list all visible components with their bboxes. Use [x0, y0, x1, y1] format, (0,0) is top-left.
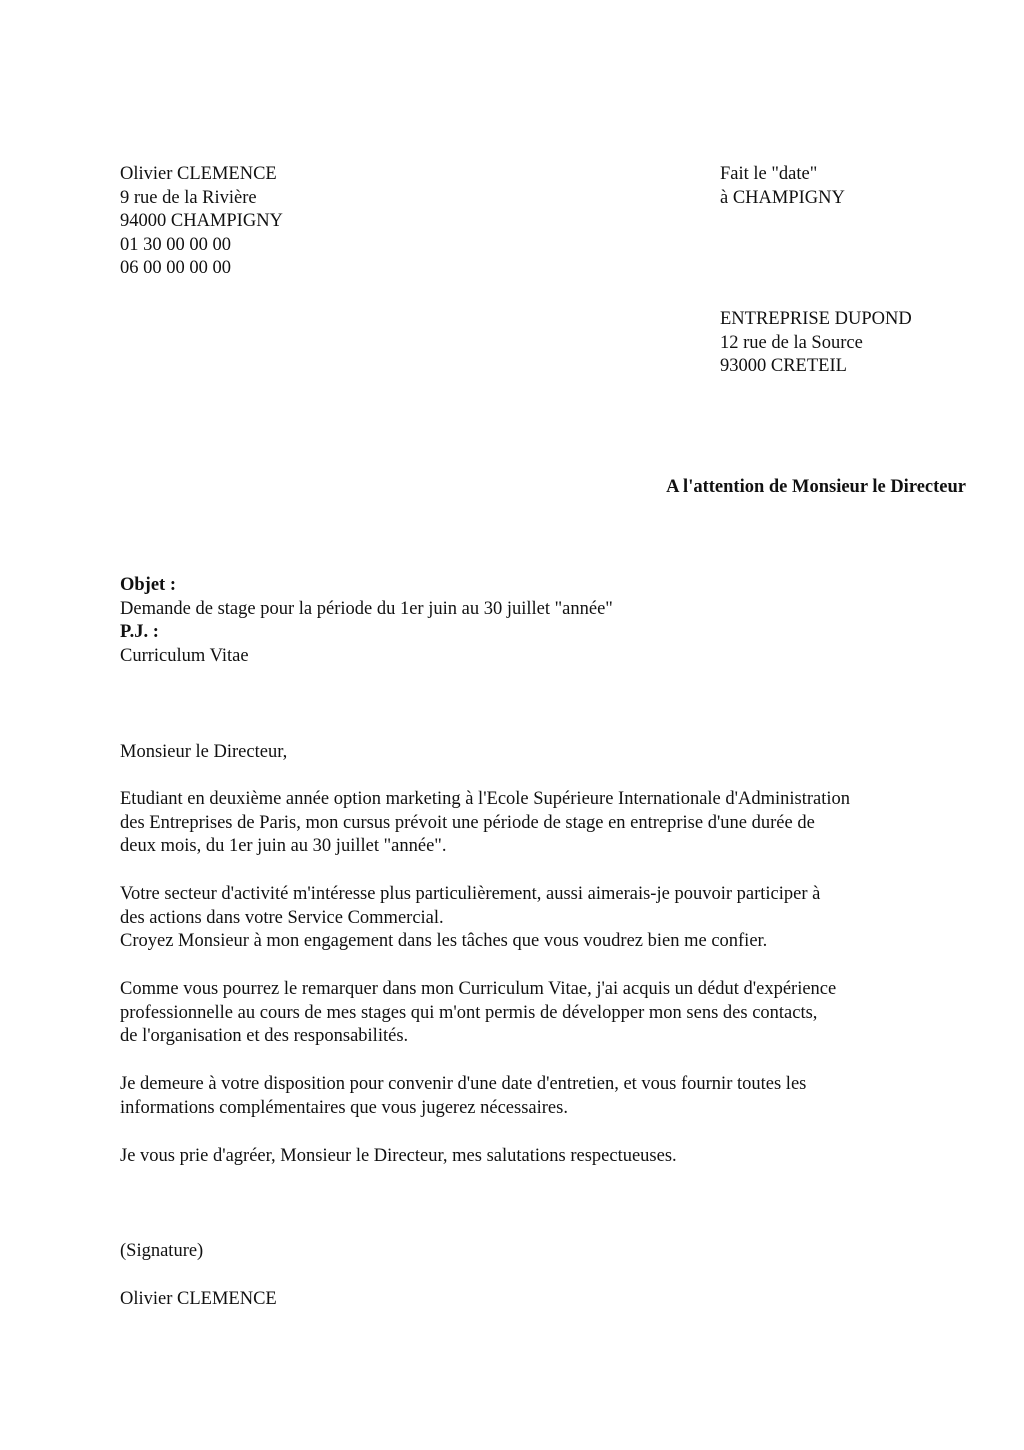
body-paragraph	[120, 788, 850, 859]
paragraph-line: de l'organisation et des responsabilités.	[120, 1026, 409, 1046]
subject-block	[120, 574, 613, 668]
sender-street: 9 rue de la Rivière	[120, 187, 257, 208]
recipient-street: 12 rue de la Source	[720, 332, 863, 353]
recipient-city: 93000 CRETEIL	[720, 356, 847, 376]
sender-mobile: 06 00 00 00 00	[120, 258, 231, 278]
date-line: Fait le "date"	[720, 164, 818, 184]
signature-name: Olivier CLEMENCE	[120, 1289, 277, 1309]
pj-label: P.J. :	[120, 622, 159, 642]
body-paragraph	[120, 883, 820, 954]
paragraph-line: Comme vous pourrez le remarquer dans mon Curriculum Vitae, j'ai acquis un dédut d'expérience	[120, 979, 837, 999]
paragraph-line: Je demeure à votre disposition pour convenir d'une date d'entretien, et vous fournir toutes les	[120, 1074, 807, 1094]
objet-text: Demande de stage pour la période du 1er juin au 30 juillet "année"	[120, 598, 613, 619]
paragraph-line: Votre secteur d'activité m'intéresse plus particulièrement, aussi aimerais-je pouvoir participer à	[120, 884, 821, 904]
recipient-name: ENTREPRISE DUPOND	[720, 309, 912, 329]
sender-city: 94000 CHAMPIGNY	[120, 211, 283, 231]
salutation: Monsieur le Directeur,	[120, 742, 288, 762]
paragraph-line: deux mois, du 1er juin au 30 juillet "année".	[120, 836, 447, 856]
place-date	[720, 163, 845, 210]
paragraph-line: des Entreprises de Paris, mon cursus prévoit une période de stage en entreprise d'une durée de	[120, 812, 815, 833]
paragraph-line: Je vous prie d'agréer, Monsieur le Directeur, mes salutations respectueuses.	[120, 1146, 677, 1166]
pj-text: Curriculum Vitae	[120, 645, 249, 666]
paragraph-line: Etudiant en deuxième année option marketing à l'Ecole Supérieure Internationale d'Administration	[120, 789, 850, 809]
paragraph-line: Croyez Monsieur à mon engagement dans les tâches que vous voudrez bien me confier.	[120, 931, 768, 951]
sender-phone: 01 30 00 00 00	[120, 234, 231, 255]
paragraph-line: informations complémentaires que vous jugerez nécessaires.	[120, 1097, 568, 1118]
body-paragraph	[120, 978, 836, 1049]
objet-label: Objet :	[120, 575, 176, 595]
sender-address	[120, 163, 283, 281]
signature-placeholder: (Signature)	[120, 1241, 204, 1261]
closing-paragraph	[120, 1145, 677, 1169]
place-line: à CHAMPIGNY	[720, 187, 845, 208]
attention-line: A l'attention de Monsieur le Directeur	[666, 477, 966, 497]
recipient-address	[720, 308, 912, 379]
body-paragraph	[120, 1073, 806, 1120]
sender-name: Olivier CLEMENCE	[120, 164, 277, 184]
paragraph-line: professionnelle au cours de mes stages qui m'ont permis de développer mon sens des contacts,	[120, 1002, 818, 1023]
paragraph-line: des actions dans votre Service Commercial.	[120, 907, 444, 928]
